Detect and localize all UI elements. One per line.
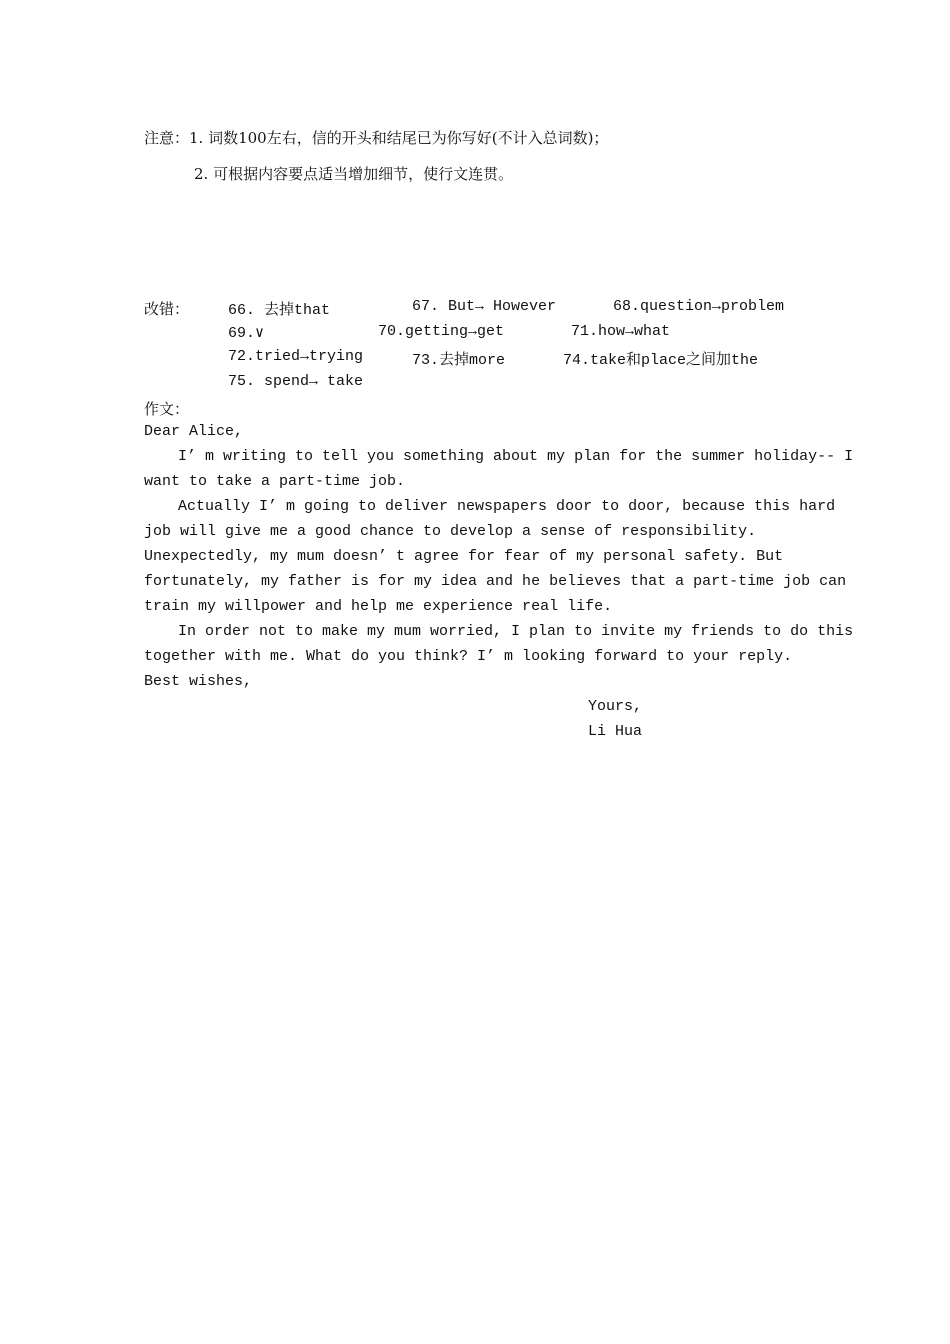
essay-line: together with me. What do you think? I’ m looking forward to your reply. [144,648,793,665]
essay-line: Unexpectedly, my mum doesn’ t agree for fear of my personal safety. But [144,548,784,565]
essay-line: I’ m writing to tell you something about my plan for the summer holiday-- I [178,448,854,465]
correction-item-70: 70.getting→get [378,323,505,340]
essay-line: job will give me a good chance to develop a sense of responsibility. [144,523,757,540]
correction-item-75: 75. spend→ take [228,373,364,390]
correction-item-73: 73.去掉more [412,352,506,369]
essay-line: train my willpower and help me experience real life. [144,598,613,615]
corrections-label: 改错： [144,300,190,318]
correction-item-68: 68.question→problem [613,298,785,315]
note-line-2: 2. 可根据内容要点适当增加细节，使行文连贯。 [194,165,514,183]
correction-item-74: 74.take和place之间加the [563,352,759,369]
correction-item-67: 67. But→ However [412,298,557,315]
essay-best-wishes: Best wishes, [144,673,253,690]
correction-item-66: 66. 去掉that [228,302,331,319]
essay-signature: Li Hua [588,723,643,740]
essay-line: fortunately, my father is for my idea and he believes that a part-time job can [144,573,847,590]
correction-item-71: 71.how→what [571,323,671,340]
correction-item-72: 72.tried→trying [228,348,364,365]
essay-line: want to take a part-time job. [144,473,406,490]
essay-closing: Yours, [588,698,643,715]
essay-line: In order not to make my mum worried, I plan to invite my friends to do this [178,623,854,640]
essay-label: 作文： [144,400,190,418]
essay-salutation: Dear Alice, [144,423,244,440]
essay-line: Actually I’ m going to deliver newspapers door to door, because this hard [178,498,836,515]
correction-item-69: 69.∨ [228,325,265,342]
note-line-1: 注意：1. 词数100左右，信的开头和结尾已为你写好(不计入总词数)； [144,129,609,147]
